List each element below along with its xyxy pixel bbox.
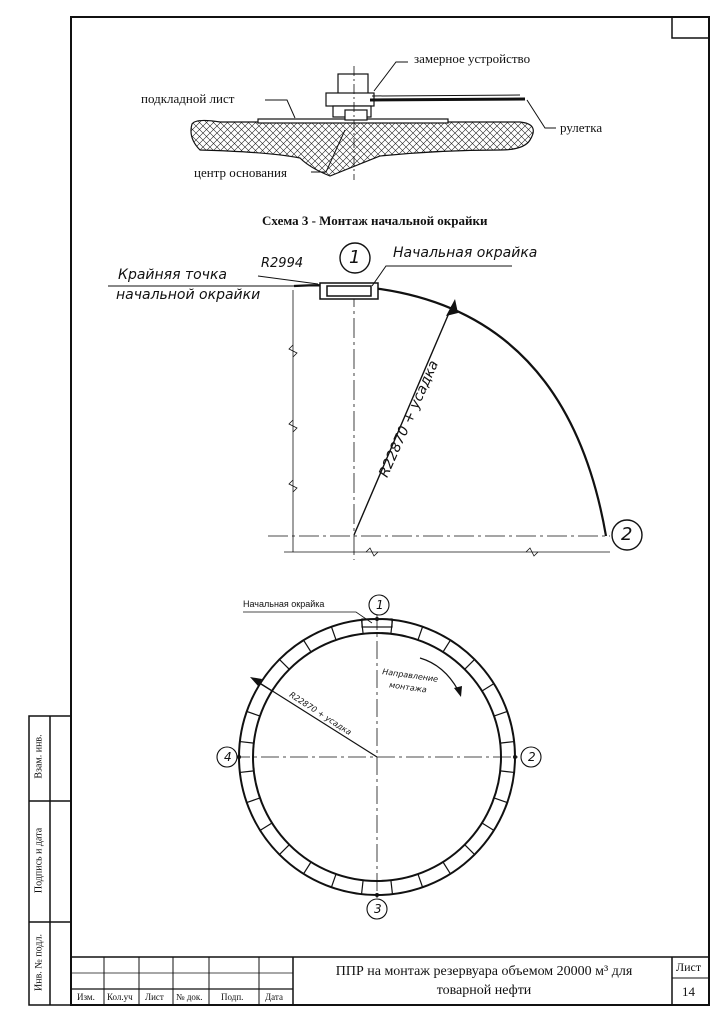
ring-joint [362,880,364,894]
document-title-line-2: товарной нефти [436,983,532,998]
plan-radius-dimension [250,677,377,757]
label-extreme-point-2: начальной окрайки [116,287,261,303]
ring-joint [391,880,393,894]
stamp-replace: Взам. инв. [33,734,45,779]
ring-joint [240,742,254,744]
plan-label-radius: R22870 + усадка [287,690,354,737]
col-date: Дата [265,992,283,1002]
ring-joint [494,798,507,803]
direction-arrowhead [454,686,462,697]
marker-1-label: 1 [349,247,361,268]
col-izm: Изм. [77,992,95,1002]
label-initial-plate: Начальная окрайка [393,245,538,261]
sheet-frame [71,17,709,1005]
label-base-plate: подкладной лист [141,91,235,106]
sheet-label: Лист [676,960,702,974]
plan-label-direction-1: Направление [381,667,439,684]
col-sign: Подп. [221,992,244,1002]
stamp-inv-no: Инв. № подл. [33,934,45,991]
ring-joint [482,823,494,830]
label-measuring-device: замерное устройство [414,51,531,66]
label-extreme-point-1: Крайняя точка [118,267,227,283]
ring-joint [418,874,423,887]
ring-joint [331,874,336,887]
label-tape: рулетка [560,120,603,135]
plan-marker-3: 3 [374,902,382,916]
ring-joint [465,845,475,855]
ring-joint [260,823,272,830]
ring-joint [279,659,289,669]
corner-box [672,17,709,38]
plan-marker-1: 1 [376,598,384,612]
ring-joint [418,627,423,640]
col-kol-uch: Кол.уч [107,992,133,1002]
ring-joint [465,659,475,669]
ring-joint [443,640,450,652]
initial-plate-symbol [320,283,378,299]
ring-joint [247,798,260,803]
label-base-center: центр основания [194,165,287,180]
ring-joint [304,862,311,874]
ring-joint [443,862,450,874]
ring-joint [482,684,494,691]
label-r-small: R2994 [261,256,304,271]
ring-joint [494,711,507,716]
plan-marker-4: 4 [224,750,232,764]
ring-joint [247,711,260,716]
marker-2-label: 2 [621,524,633,545]
col-list: Лист [145,992,164,1002]
ring-joint [240,771,254,773]
stamp-sign-date: Подпись и дата [33,827,45,894]
ring-joint [331,627,336,640]
ring-joint [500,771,514,773]
col-doc-no: № док. [176,992,203,1002]
shell-arc [294,285,606,536]
label-radius: R22870 + усадка [376,358,443,480]
scheme-title: Схема 3 - Монтаж начальной окрайки [262,213,488,228]
document-title-line-1: ППР на монтаж резервуара объемом 20000 м³ для [335,964,633,979]
plan-marker-2: 2 [528,750,536,764]
scheme-construction-lines [268,287,610,560]
ring-joint [500,742,514,744]
plan-label-initial-plate: Начальная окрайка [243,599,325,609]
plan-label-direction-2: монтажа [388,680,428,695]
ring-joint [304,640,311,652]
ring-joint [279,845,289,855]
sheet-number: 14 [682,984,695,999]
